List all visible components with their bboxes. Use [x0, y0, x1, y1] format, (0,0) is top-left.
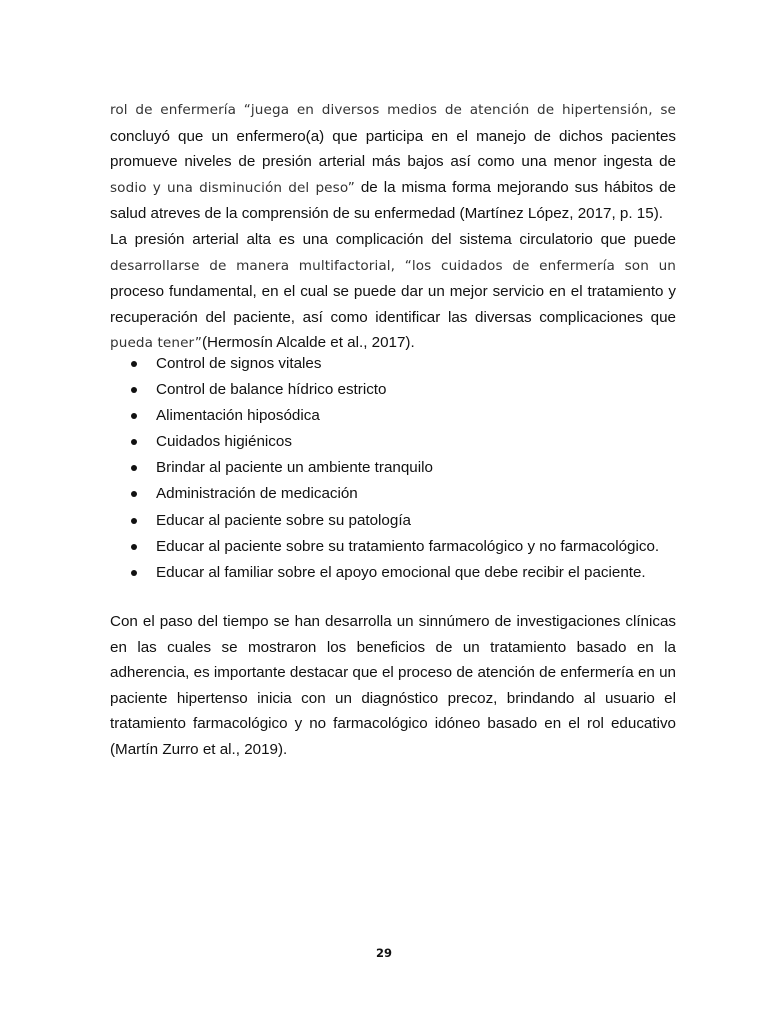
bullet-icon — [131, 544, 137, 550]
list-item — [110, 534, 690, 560]
paragraph-nursing-role — [110, 97, 676, 357]
quote-text: pueda tener” — [110, 335, 202, 352]
bullet-icon — [131, 413, 137, 419]
bullet-icon — [131, 387, 137, 393]
nursing-care-list — [110, 351, 690, 586]
quote-text: sodio y una disminución del peso” — [110, 179, 355, 196]
bullet-icon — [131, 439, 137, 445]
list-item — [110, 429, 690, 455]
bullet-icon — [131, 518, 137, 524]
list-item — [110, 481, 690, 507]
list-item-text: Control de balance hídrico estricto — [156, 381, 387, 399]
list-item-text: Alimentación hiposódica — [156, 407, 320, 425]
bullet-icon — [131, 570, 137, 576]
list-item-text: Cuidados higiénicos — [156, 433, 292, 451]
page-number: 29 — [375, 946, 392, 960]
paragraph-research: Con el paso del tiempo se han desarrolla un sinnúmero de investigaciones clínicas en las cuales se mostraron los beneficios de un tratamiento basado en la adherencia, es importante destacar que el proceso de atención de enfermería en un paciente hipertenso inicia con un diagnóstico precoz, brindando al usuario el tratamiento farmacológico y no farmacológico idóneo basado en el rol educativo (Martín Zurro et al., 2019). — [110, 613, 676, 758]
list-item — [110, 351, 690, 377]
list-item — [110, 455, 690, 481]
list-item-text: Educar al paciente sobre su tratamiento farmacológico y no farmacológico. — [156, 537, 660, 555]
body-text: concluyó que un enfermero(a) que participa en el manejo de dichos pacientes promueve niveles de presión arterial más bajos así como una menor ingesta de — [110, 127, 676, 171]
list-item-text: Educar al paciente sobre su patología — [156, 511, 411, 529]
list-item — [110, 508, 690, 534]
body-text: (Hermosín Alcalde et al., 2017). — [201, 334, 415, 352]
list-item-text: Control de signos vitales — [156, 355, 322, 372]
list-item — [110, 377, 690, 403]
list-item-text: Educar al familiar sobre el apoyo emocional que debe recibir el paciente. — [156, 563, 646, 581]
list-item-text: Brindar al paciente un ambiente tranquilo — [156, 459, 433, 477]
bullet-icon — [131, 361, 137, 367]
body-text: proceso fundamental, en el cual se puede dar un mejor servicio en el tratamiento y recuperación del paciente, así como identificar las diversas complicaciones que — [110, 283, 676, 326]
list-item-text: Administración de medicación — [156, 485, 358, 503]
body-text: La presión arterial alta es una complicación del sistema circulatorio que puede — [110, 230, 676, 248]
quote-text: rol de enfermería “juega en diversos medios de atención de hipertensión, se — [110, 102, 676, 118]
list-item — [110, 560, 690, 586]
bullet-icon — [131, 491, 137, 497]
bullet-icon — [131, 465, 137, 471]
body-text: de la misma forma mejorando sus hábitos de salud atreves de la comprensión de su enfermedad (Martínez López, 2017, p. 15). — [110, 178, 676, 223]
quote-text: desarrollarse de manera multifactorial, “los cuidados de enfermería son un — [110, 257, 676, 274]
list-item — [110, 403, 690, 429]
